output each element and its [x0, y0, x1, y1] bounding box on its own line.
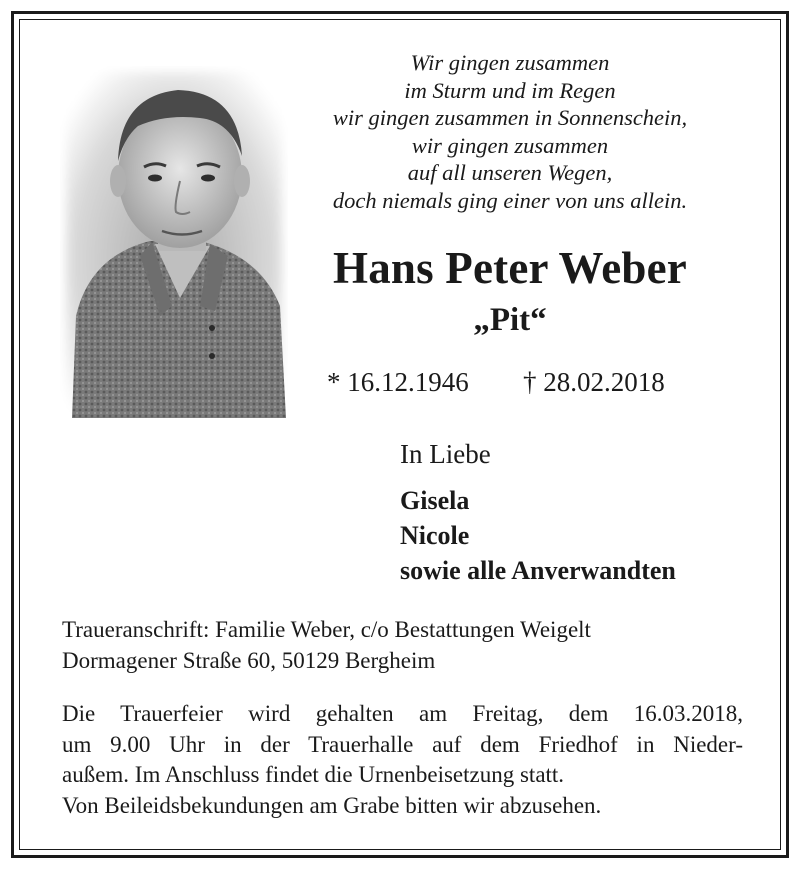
poem-line: wir gingen zusammen	[411, 132, 609, 158]
poem-line: im Sturm und im Regen	[404, 77, 616, 103]
address-line: Dormagener Straße 60, 50129 Bergheim	[62, 648, 436, 673]
deceased-nickname: „Pit“	[473, 302, 547, 338]
poem	[290, 49, 730, 214]
service-line: um 9.00 Uhr in der Trauerhalle auf dem Friedhof in Nieder-	[62, 731, 743, 757]
poem-line: Wir gingen zusammen	[410, 50, 610, 75]
service-info	[62, 699, 743, 821]
birth-date: * 16.12.1946	[327, 367, 469, 397]
mourner: sowie alle Anverwandten	[400, 556, 676, 585]
mourners-list	[400, 483, 676, 588]
poem-line: auf all unseren Wegen,	[407, 160, 613, 185]
deceased-name: Hans Peter Weber	[333, 243, 687, 293]
mourning-address	[62, 614, 591, 676]
closing-phrase: In Liebe	[400, 439, 491, 469]
mourner: Nicole	[400, 521, 470, 550]
portrait-photo	[60, 66, 288, 418]
service-line: Die Trauerfeier wird gehalten am Freitag, dem 16.03.2018,	[62, 701, 743, 726]
address-line: Traueranschrift: Familie Weber, c/o Bestattungen Weigelt	[62, 617, 591, 642]
service-line: Von Beileidsbekundungen am Grabe bitten wir abzusehen.	[62, 792, 602, 818]
service-line: außem. Im Anschluss findet die Urnenbeisetzung statt.	[62, 762, 565, 787]
death-date: † 28.02.2018	[523, 367, 665, 397]
poem-line: doch niemals ging einer von uns allein.	[332, 187, 688, 213]
mourner: Gisela	[400, 486, 470, 515]
poem-line: wir gingen zusammen in Sonnenschein,	[332, 105, 688, 130]
